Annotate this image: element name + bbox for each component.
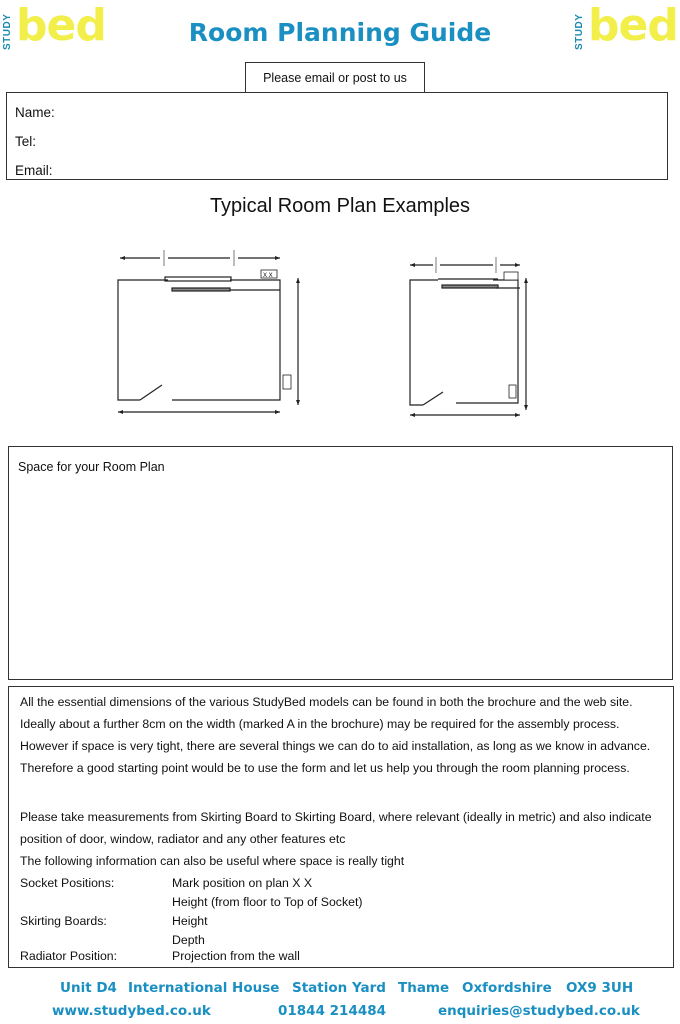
email-link[interactable]: enquiries@studybed.co.uk	[438, 1003, 640, 1019]
logo-bed-text: bed	[16, 0, 106, 51]
contact-details-box	[6, 92, 668, 180]
examples-heading: Typical Room Plan Examples	[209, 195, 471, 217]
address-building: International House	[128, 980, 280, 996]
info-paragraph-2: Please take measurements from Skirting Board to Skirting Board, where relevant (ideally in metric) and also indicate position of door, window, radiator and any other features etc	[20, 810, 652, 846]
instructions-box	[8, 686, 674, 968]
info-paragraph-3: The following information can also be useful where space is really tight	[20, 854, 405, 868]
info-paragraph-1: All the essential dimensions of the various StudyBed models can be found in both the brochure and the web site. Ideally about a further 8cm on the width (marked A in the brochure) may be required for the assembly process. However if space is very tight, there are several things we can do to aid installation, as long as we know in advance. Therefore a good starting point would be to use the form and let us help you through the room planning process.	[20, 695, 651, 775]
website-link[interactable]: www.studybed.co.uk	[52, 1003, 211, 1019]
name-field-label[interactable]: Name:	[15, 105, 55, 120]
logo-study-text: STUDY	[2, 13, 13, 50]
skirting-boards-value-2: Depth	[172, 933, 205, 947]
socket-positions-key: Socket Positions:	[20, 876, 115, 890]
room-plan-example-wide	[100, 240, 320, 420]
socket-positions-row	[20, 872, 313, 894]
socket-marker: X X	[263, 273, 273, 279]
logo-bed-text: bed	[588, 0, 678, 51]
email-post-tab: Please email or post to us	[245, 62, 425, 93]
address-street: Station Yard	[292, 980, 386, 996]
room-plan-drawing-area[interactable]	[8, 446, 673, 680]
tel-field-label[interactable]: Tel:	[15, 134, 37, 149]
skirting-boards-key: Skirting Boards:	[20, 914, 107, 928]
radiator-position-row	[20, 945, 300, 967]
radiator-position-key: Radiator Position:	[20, 949, 118, 963]
room-plan-label: Space for your Room Plan	[18, 460, 165, 474]
page-title: Room Planning Guide	[188, 18, 492, 47]
room-plan-example-narrow	[398, 240, 538, 425]
email-field-label[interactable]: Email:	[15, 163, 53, 178]
logo-study-text: STUDY	[574, 13, 585, 50]
skirting-boards-row	[20, 910, 208, 932]
address-postcode: OX9 3UH	[566, 980, 634, 996]
socket-positions-value-2: Height (from floor to Top of Socket)	[172, 895, 363, 909]
address-county: Oxfordshire	[462, 980, 552, 996]
radiator-position-value: Projection from the wall	[172, 949, 300, 963]
address-unit: Unit D4	[60, 980, 117, 996]
phone-number: 01844 214484	[278, 1003, 387, 1019]
skirting-boards-value-1: Height	[172, 914, 208, 928]
address-town: Thame	[398, 980, 450, 996]
socket-positions-value-1: Mark position on plan X X	[172, 876, 313, 890]
